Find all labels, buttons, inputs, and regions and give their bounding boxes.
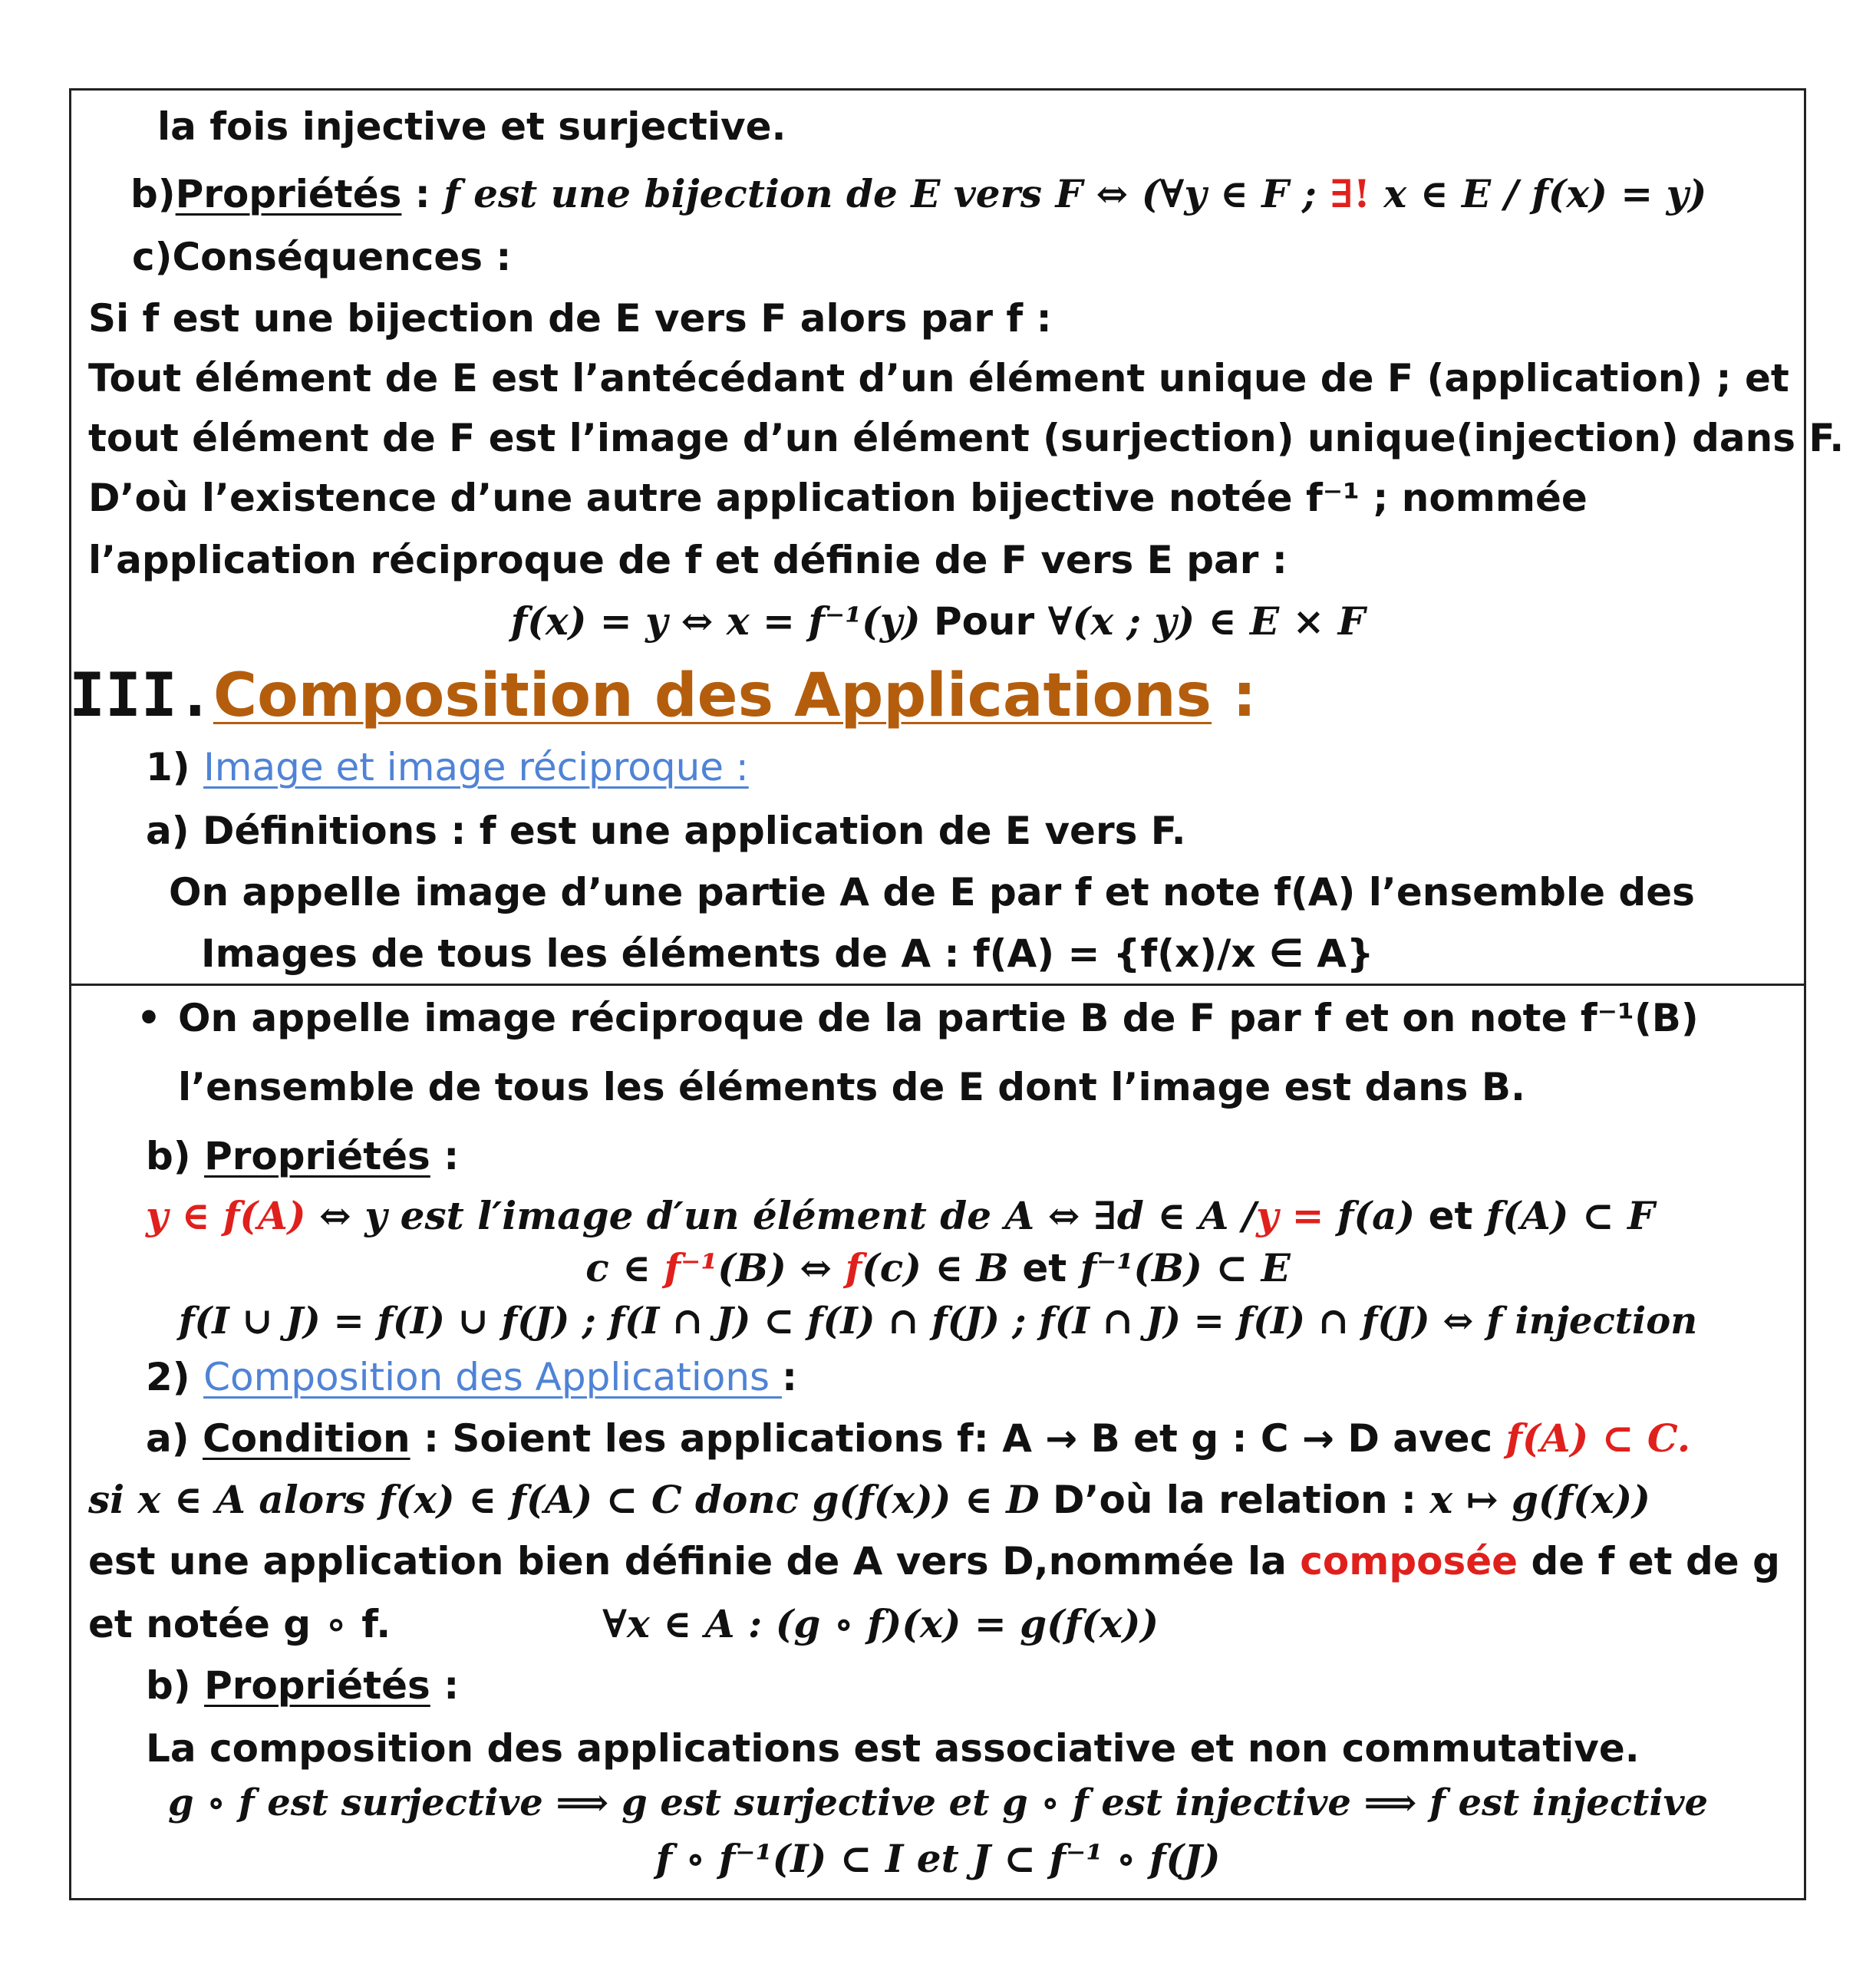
colon: : — [401, 172, 430, 216]
formula-part: f(A) ⊂ F — [1485, 1193, 1655, 1238]
formula-text: D’où la relation : — [1039, 1478, 1430, 1522]
subsection-title: Composition des Applications — [203, 1355, 782, 1399]
item-prefix: b) — [130, 172, 176, 216]
subsection-title: Image et image réciproque : — [203, 745, 749, 789]
consequences-heading: c)Conséquences : — [132, 235, 512, 279]
text-line: Tout élément de E est l’antécédant d’un élément unique de F (application) ; et — [88, 356, 1789, 400]
formula-part: (B) ⇔ — [717, 1245, 846, 1290]
section-number: III. — [69, 661, 213, 730]
definitions-line: a) Définitions : f est une application de E vers F. — [146, 809, 1186, 853]
text-line: tout élément de F est l’image d’un élément (surjection) unique(injection) dans F. — [88, 416, 1845, 460]
subsection-heading — [146, 745, 749, 789]
text-line: Si f est une bijection de E vers F alors par f : — [88, 296, 1052, 341]
composition-definition: ∀x ∈ A : (g ∘ f)(x) = g(f(x)) — [602, 1601, 1159, 1646]
formula-part: f(A) ⊂ C. — [1505, 1415, 1691, 1461]
formula-part: y ∈ f(A) — [146, 1193, 306, 1238]
condition-line — [146, 1415, 1691, 1461]
text-line: On appelle image d’une partie A de E par f et note f(A) l’ensemble des — [169, 870, 1695, 914]
formula-part: ⇔ y est l′image d′un élément de A ⇔ ∃d ∈ A / — [305, 1193, 1257, 1238]
formula-part: x ∈ E / f(x) = y) — [1370, 171, 1707, 216]
item-prefix: b) — [146, 1663, 205, 1708]
subsection-number: 2) — [146, 1355, 204, 1399]
properties-title: Propriétés — [175, 172, 402, 216]
inverse-composition-formula: f ∘ f⁻¹(I) ⊂ I et J ⊂ f⁻¹ ∘ f(J) — [655, 1836, 1221, 1881]
colon: : — [781, 1355, 797, 1399]
colon: : — [430, 1134, 460, 1178]
composee-term: composée — [1300, 1539, 1518, 1583]
formula-part: (c) ∈ B — [862, 1245, 1009, 1290]
formula-text: et — [1008, 1246, 1080, 1290]
item-prefix: b) — [146, 1134, 205, 1178]
condition-title: Condition — [203, 1416, 410, 1461]
bullet-icon: • — [137, 996, 161, 1040]
subsection-number: 1) — [146, 745, 204, 789]
bijection-formula — [443, 171, 1706, 216]
property-formula-2 — [0, 1245, 1876, 1290]
property-formula-1 — [146, 1193, 1655, 1238]
unique-exists-symbol: ∃! — [1330, 171, 1370, 216]
text-part: de f et de g — [1518, 1539, 1780, 1583]
formula-part: f — [845, 1245, 862, 1290]
formula-part: x ↦ g(f(x)) — [1429, 1477, 1650, 1522]
formula-part: c ∈ — [585, 1245, 664, 1290]
properties-line — [130, 171, 1707, 216]
formula-part: f⁻¹(B) ⊂ E — [1080, 1245, 1291, 1290]
text-line: l’application réciproque de f et définie de F vers E par : — [88, 538, 1287, 582]
formula-text: Pour — [920, 599, 1048, 644]
formula-part: f⁻¹ — [664, 1245, 718, 1290]
text-line: la fois injective et surjective. — [157, 104, 786, 149]
formula-part: f(a) — [1337, 1193, 1416, 1238]
colon: : — [1212, 661, 1257, 730]
text-part: est une application bien définie de A vers D,nommée la — [88, 1539, 1301, 1583]
subsection-heading — [146, 1355, 797, 1399]
composition-line — [88, 1477, 1650, 1522]
property-formula-3: f(I ∪ J) = f(I) ∪ f(J) ; f(I ∩ J) ⊂ f(I) ∩ f(J) ; f(I ∩ J) = f(I) ∩ f(J) ⇔ f injection — [178, 1300, 1698, 1343]
section-title: Composition des Applications — [213, 661, 1212, 730]
colon: : — [430, 1663, 460, 1708]
formula-part: f(x) = y ⇔ x = f⁻¹(y) — [510, 598, 921, 644]
properties-title: Propriétés — [204, 1134, 430, 1178]
section-heading — [69, 661, 1257, 730]
formula-part: f est une bijection de E vers F ⇔ (∀y ∈ F ; — [443, 171, 1330, 216]
formula-part: ∀(x ; y) ∈ E × F — [1047, 598, 1366, 644]
text-line — [88, 1539, 1780, 1583]
text-line: D’où l’existence d’une autre application bijective notée f⁻¹ ; nommée — [88, 476, 1588, 520]
condition-text: : Soient les applications f: A → B et g : C → D avec — [410, 1416, 1506, 1461]
item-prefix: a) — [146, 1416, 203, 1461]
reciprocal-formula — [0, 598, 1876, 644]
properties-title: Propriétés — [204, 1663, 430, 1708]
text-line: Images de tous les éléments de A : f(A) = {f(x)/x ∈ A} — [201, 931, 1374, 976]
formula-text: et — [1415, 1194, 1486, 1238]
properties-heading — [146, 1134, 460, 1178]
properties-heading — [146, 1663, 460, 1708]
text-line: On appelle image réciproque de la partie B de F par f et on note f⁻¹(B) — [178, 996, 1699, 1040]
formula-part: si x ∈ A alors f(x) ∈ f(A) ⊂ C donc g(f(x)) ∈ D — [88, 1477, 1040, 1522]
notation-line: et notée g ∘ f. — [88, 1602, 391, 1646]
formula-part: y = — [1256, 1193, 1337, 1238]
text-line: l’ensemble de tous les éléments de E dont l’image est dans B. — [178, 1065, 1525, 1109]
text-line: La composition des applications est associative et non commutative. — [146, 1726, 1640, 1771]
composition-property-formula: g ∘ f est surjective ⟹ g est surjective et g ∘ f est injective ⟹ f est injective — [167, 1781, 1709, 1824]
